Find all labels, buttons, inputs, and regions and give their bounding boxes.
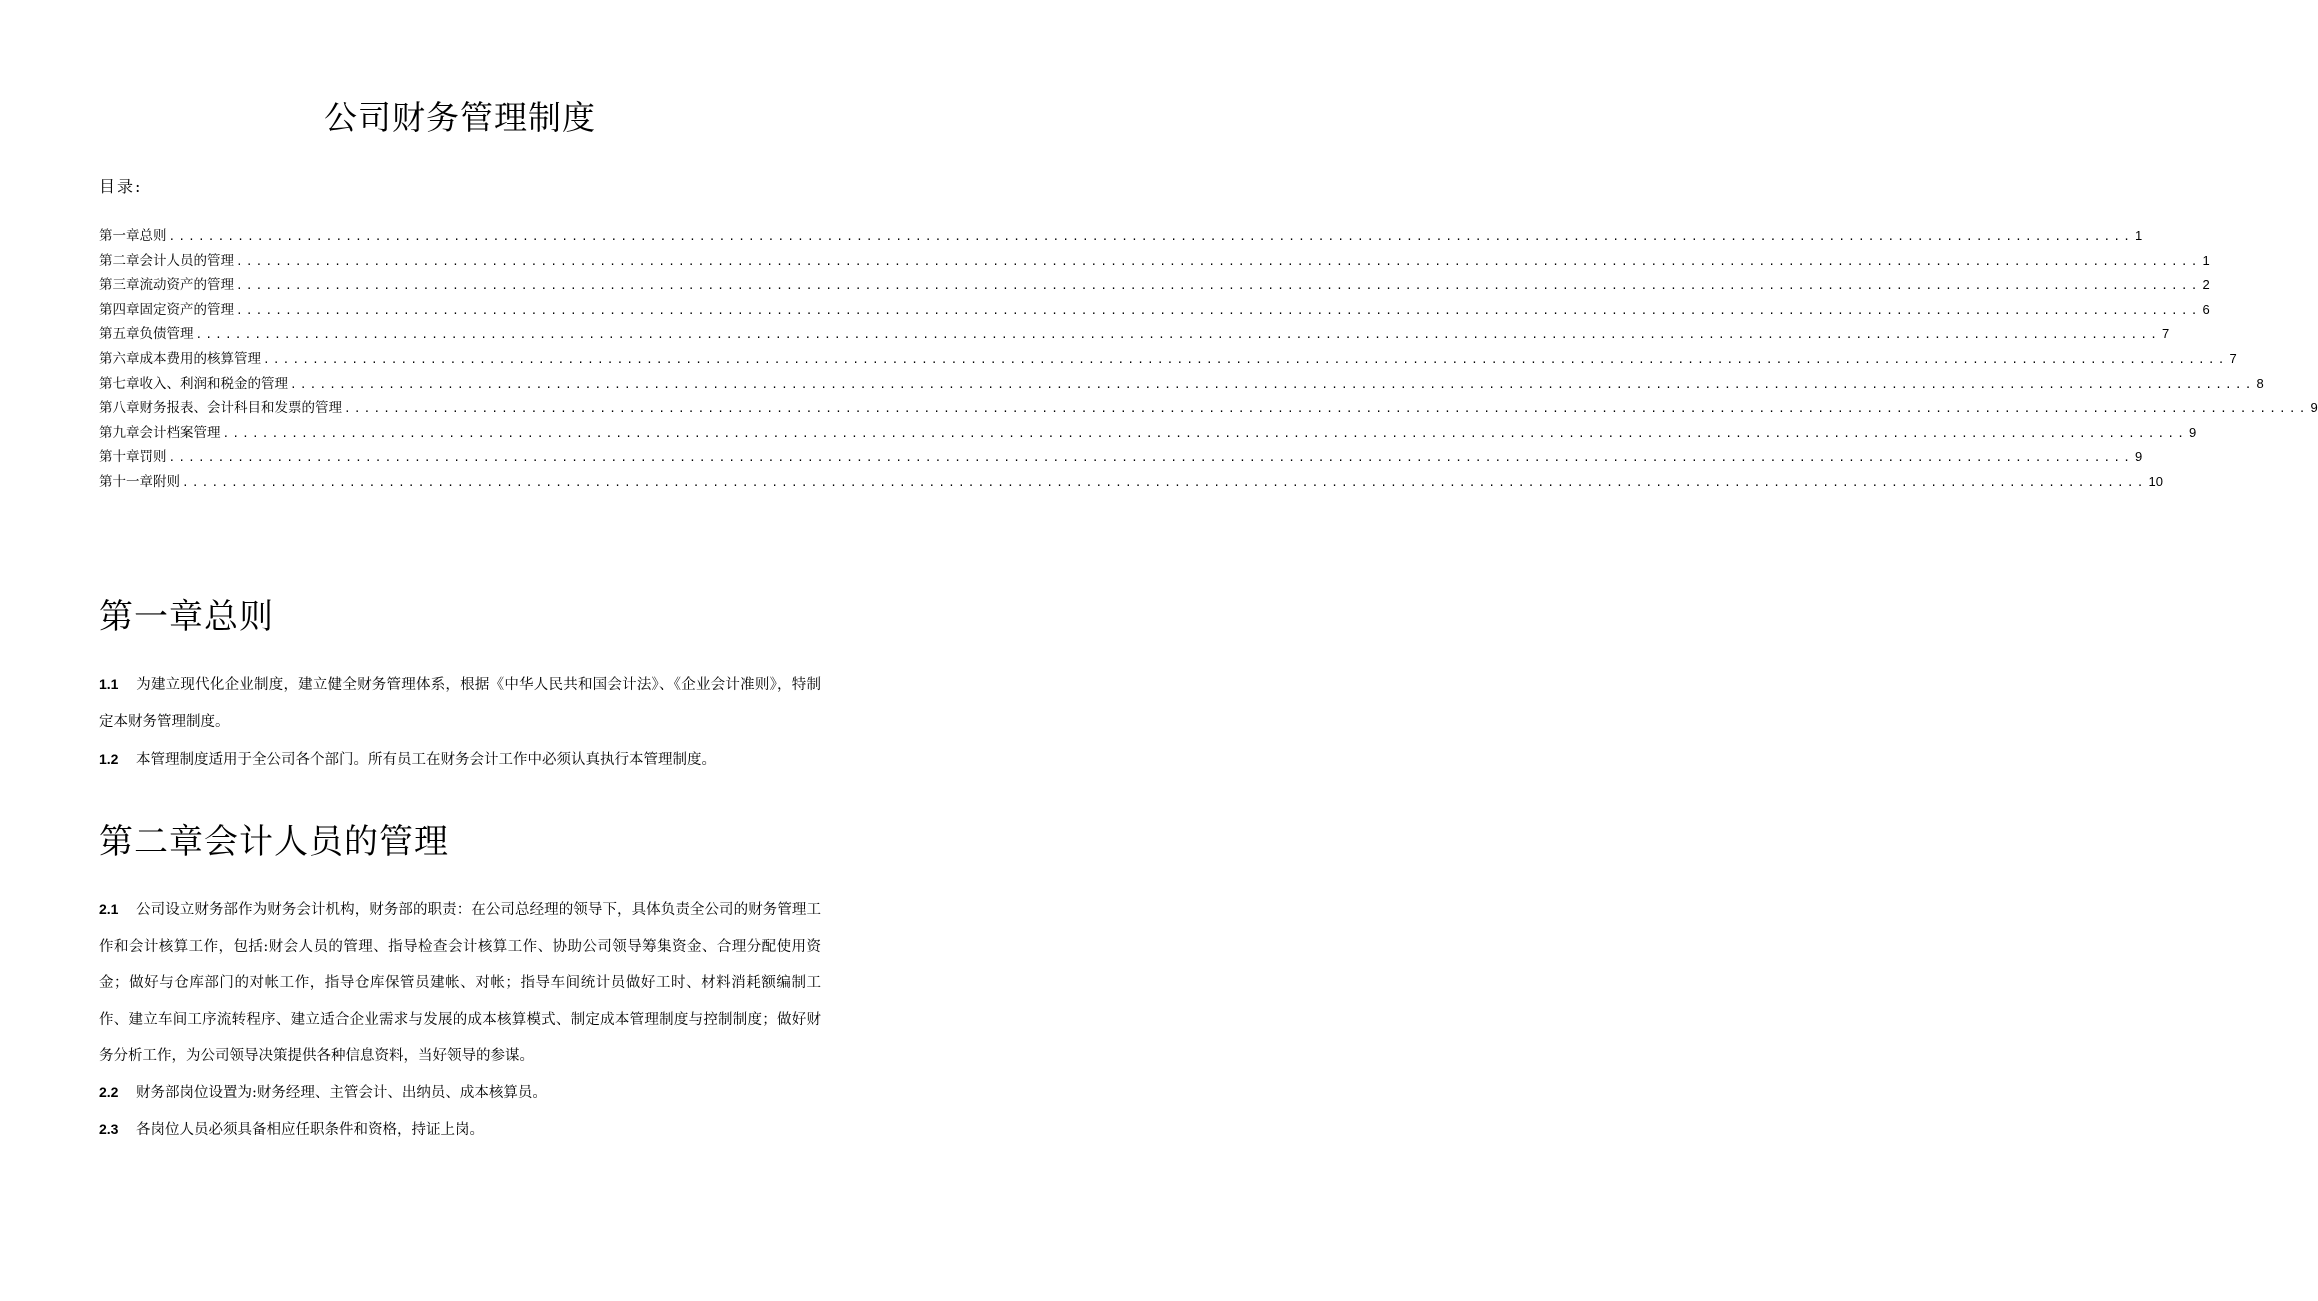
toc-leader-dots: ........................................................................................................................................................................................................ [236,279,2201,293]
toc-entry-text: 第四章固定资产的管理 [99,301,234,318]
toc-entry-page: 1 [2202,252,2210,268]
paragraph-2-3 [99,1111,821,1149]
toc-entry[interactable] [99,470,2163,495]
toc-label: 目录: [99,177,143,196]
toc-leader-dots: ........................................................................................................................................................................................................ [182,475,2147,489]
toc-entry-page: 9 [2310,400,2318,416]
toc-entry-page: 7 [2229,350,2237,366]
clause-number: 2.3 [99,1121,119,1137]
clause-number: 2.2 [99,1084,119,1100]
toc-entry-page: 1 [2135,228,2143,243]
toc-entry-text: 第六章成本费用的核算管理 [99,350,261,367]
paragraph-1-2 [99,741,821,779]
toc-entry[interactable] [99,445,2143,470]
chapter-2-heading: 第二章会计人员的管理 [99,822,449,862]
toc-leader-dots: ........................................................................................................................................................................................................ [236,254,2201,268]
toc-entry-text: 第九章会计档案管理 [99,424,221,441]
toc-entry-text: 第十章罚则 [99,449,167,466]
toc-entry[interactable] [99,396,2318,421]
toc-leader-dots: ........................................................................................................................................................................................................ [168,451,2134,465]
toc-entry-page: 8 [2256,375,2264,391]
toc-entry-text: 第一章总则 [99,228,167,244]
toc-leader-dots: ........................................................................................................................................................................................................ [195,328,2161,342]
toc-entry-text: 第十一章附则 [99,473,180,490]
clause-text: 各岗位人员必须具备相应任职条件和资格，持证上岗。 [136,1122,484,1138]
toc-entry-page: 9 [2135,449,2143,465]
clause-text: 为建立现代化企业制度，建立健全财务管理体系，根据《中华人民共和国会计法》、《企业会计准则》，特制定本财务管理制度。 [99,677,821,730]
toc-entry-text: 第二章会计人员的管理 [99,252,234,269]
clause-number: 1.2 [99,751,119,767]
toc-entry-page: 10 [2148,473,2163,489]
toc-entry-text: 第五章负债管理 [99,326,194,343]
toc-entry[interactable] [99,322,2170,347]
toc-entry[interactable] [99,372,2264,397]
toc-leader-dots: ........................................................................................................................................................................................................ [290,377,2255,391]
paragraph-1-1 [99,666,821,740]
clause-number: 1.1 [99,676,119,692]
clause-number: 2.1 [99,901,119,917]
toc-entry-page: 2 [2202,277,2210,293]
toc-entry[interactable] [99,249,2210,274]
clause-text: 财务部岗位设置为:财务经理、主管会计、出纳员、成本核算员。 [136,1085,547,1101]
toc-entry-text: 第七章收入、利润和税金的管理 [99,375,288,392]
paragraph-2-1 [99,891,821,1075]
toc-entry-text: 第三章流动资产的管理 [99,277,234,294]
toc-entry[interactable] [99,298,2210,323]
toc-entry-page: 9 [2189,424,2197,440]
toc-leader-dots: ........................................................................................................................................................................................................ [236,303,2201,317]
clause-text: 本管理制度适用于全公司各个部门。所有员工在财务会计工作中必须认真执行本管理制度。 [136,752,716,768]
toc-leader-dots: ........................................................................................................................................................................................................ [263,352,2228,366]
chapter-1-heading: 第一章总则 [99,597,274,637]
toc-entry[interactable] [99,273,2210,298]
toc-entry-text: 第八章财务报表、会计科目和发票的管理 [99,400,342,417]
paragraph-2-2 [99,1074,821,1112]
table-of-contents [99,224,2318,495]
toc-entry[interactable] [99,224,2143,249]
toc-entry[interactable] [99,347,2237,372]
document-title: 公司财务管理制度 [324,98,596,137]
toc-leader-dots: ........................................................................................................................................................................................................ [344,402,2309,416]
toc-leader-dots: ........................................................................................................................................................................................................ [168,230,2134,243]
toc-leader-dots: ........................................................................................................................................................................................................ [222,426,2188,440]
toc-entry-page: 6 [2202,301,2210,317]
clause-text: 公司设立财务部作为财务会计机构，财务部的职责：在公司总经理的领导下，具体负责全公司的财务管理工作和会计核算工作，包括:财会人员的管理、指导检查会计核算工作、协助公司领导筹集资金、合理分配使用资金；做好与仓库部门的对帐工作，指导仓库保管员建帐、对帐；指导车间统计员做好工时、材料消耗额编制工作、建立车间工序流转程序、建立适合企业需求与发展的成本核算模式、制定成本管理制度与控制制度；做好财务分析工作，为公司领导决策提供各种信息资料，当好领导的参谋。 [99,902,821,1065]
toc-entry[interactable] [99,421,2197,446]
toc-entry-page: 7 [2162,326,2170,342]
